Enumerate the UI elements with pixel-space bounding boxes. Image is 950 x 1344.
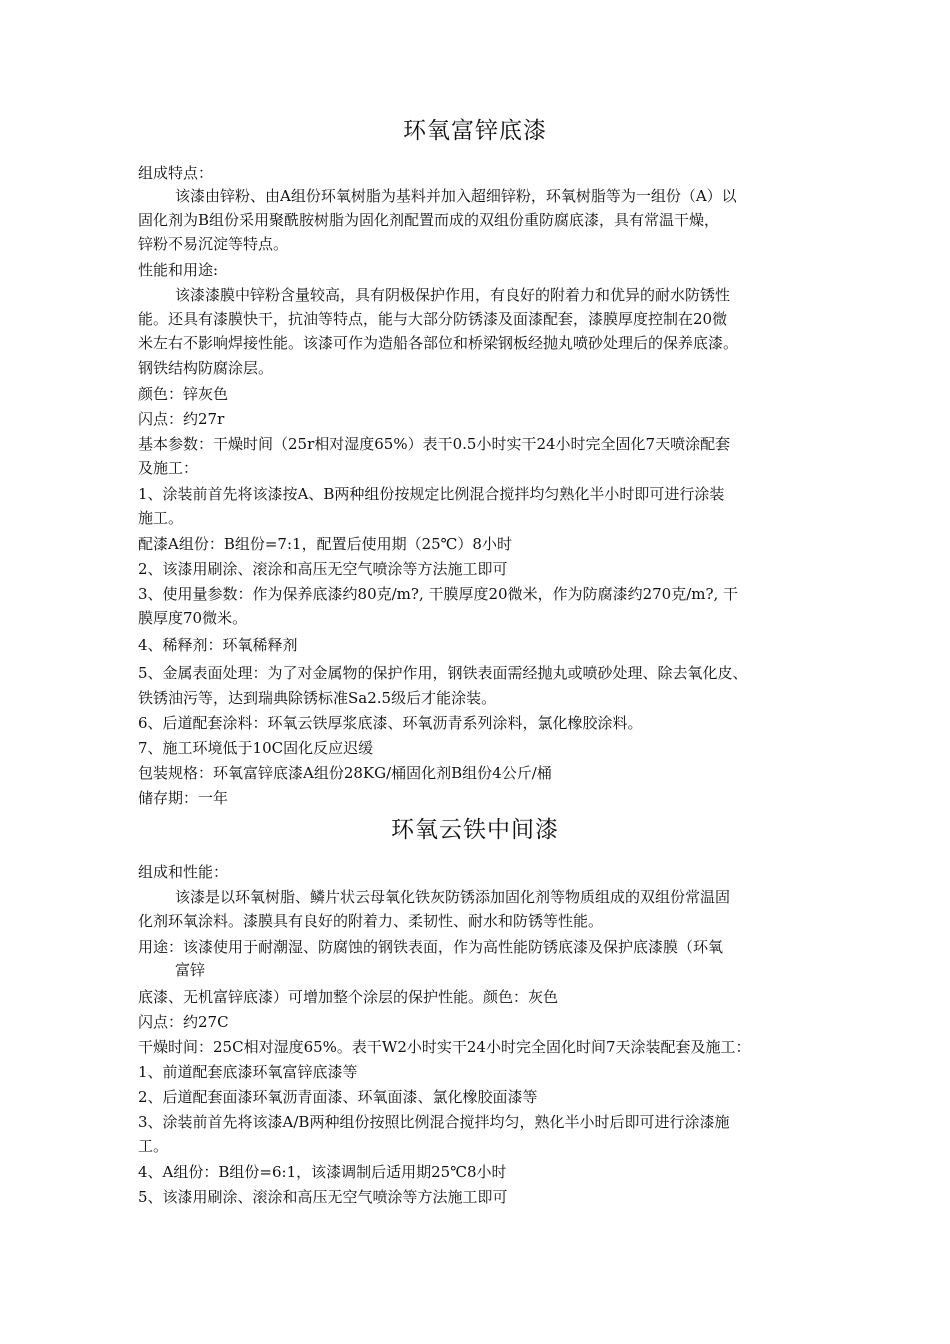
paragraph-line: 2、后道配套面漆环氧沥青面漆、环氧面漆、氯化橡胶面漆等 [138,1088,538,1106]
paragraph-line: 能。还具有漆膜快干，抗油等特点，能与大部分防锈漆及面漆配套，漆膜厚度控制在20微 [138,310,728,328]
paragraph-line: 性能和用途: [138,261,219,279]
paragraph-line: 1、前道配套底漆环氧富锌底漆等 [138,1063,358,1081]
paragraph-line: 及施工： [138,459,199,477]
paragraph-line: 4、稀释剂：环氧稀释剂 [138,636,298,654]
paragraph-line: 3、使用量参数：作为保养底漆约80克/m?, 干膜厚度20微米，作为防腐漆约270克/m?, 干 [138,585,739,603]
paragraph-line: 工。 [138,1137,169,1155]
paragraph-line: 组成特点： [138,164,214,182]
paragraph-line: 米左右不影响焊接性能。该漆可作为造船各部位和桥梁钢板经抛丸喷砂处理后的保养底漆。 [138,334,739,352]
paragraph-line: 6、后道配套涂料：环氧云铁厚浆底漆、环氧沥青系列涂料，氯化橡胶涂料。 [138,714,643,732]
paragraph-line: 配漆A组份：B组份=7:1，配置后使用期（25℃）8小时 [138,535,512,553]
paragraph-line: 储存期：一年 [138,789,229,807]
paragraph-line: 闪点：约27r [138,410,225,428]
paragraph-line: 颜色：锌灰色 [138,385,229,403]
paragraph-line: 铁锈油污等，达到瑞典除锈标准Sa2.5级后才能涂装。 [138,689,497,707]
paragraph-line: 该漆是以环氧树脂、鳞片状云母氧化铁灰防锈添加固化剂等物质组成的双组份常温固 [175,888,731,906]
paragraph-line: 锌粉不易沉淀等特点。 [138,235,289,253]
paragraph-line: 2、该漆用刷涂、滚涂和高压无空气喷涂等方法施工即可 [138,560,508,578]
paragraph-line: 用途：该漆使用于耐潮湿、防腐蚀的钢铁表面，作为高性能防锈底漆及保护底漆膜（环氧 [138,938,724,956]
paragraph-line: 固化剂为B组份采用聚酰胺树脂为固化剂配置而成的双组份重防腐底漆，具有常温干燥， [138,211,720,229]
section-title: 环氧富锌底漆 [403,118,547,144]
paragraph-line: 该漆由锌粉、由A组份环氧树脂为基料并加入超细锌粉，环氧树脂等为一组份（A）以 [175,187,737,205]
paragraph-line: 干燥时间：25C相对湿度65%。表干W2小时实干24小时完全固化时间7天涂装配套及施工： [138,1038,751,1056]
paragraph-line: 5、金属表面处理：为了对金属物的保护作用，钢铁表面需经抛丸或喷砂处理、除去氧化皮、 [138,664,748,682]
paragraph-line: 底漆、无机富锌底漆）可增加整个涂层的保护性能。颜色：灰色 [138,988,559,1006]
paragraph-line: 5、该漆用刷涂、滚涂和高压无空气喷涂等方法施工即可 [138,1188,508,1206]
paragraph-line: 闪点：约27C [138,1013,229,1031]
paragraph-line: 组成和性能： [138,863,229,881]
paragraph-line: 化剂环氧涂料。漆膜具有良好的附着力、柔韧性、耐水和防锈等性能。 [138,912,604,930]
paragraph-line: 基本参数：干燥时间（25r相对湿度65%）表干0.5小时实干24小时完全固化7天喷涂配套 [138,435,731,453]
paragraph-line: 包装规格：环氧富锌底漆A组份28KG/桶固化剂B组份4公斤/桶 [138,764,552,782]
paragraph-line: 该漆漆膜中锌粉含量较高，具有阴极保护作用，有良好的附着力和优异的耐水防锈性 [175,286,731,304]
paragraph-line: 富锌 [175,961,206,979]
paragraph-line: 3、涂装前首先将该漆A/B两种组份按照比例混合搅拌均匀，熟化半小时后即可进行涂漆施 [138,1113,730,1131]
paragraph-line: 钢铁结构防腐涂层。 [138,359,274,377]
paragraph-line: 施工。 [138,509,184,527]
paragraph-line: 4、A组份：B组份=6:1，该漆调制后适用期25℃8小时 [138,1163,507,1181]
section-title: 环氧云铁中间漆 [391,817,559,843]
paragraph-line: 1、涂装前首先将该漆按A、B两种组份按规定比例混合搅拌均匀熟化半小时即可进行涂装 [138,485,725,503]
paragraph-line: 膜厚度70微米。 [138,609,248,627]
paragraph-line: 7、施工环境低于10C固化反应迟缓 [138,739,374,757]
